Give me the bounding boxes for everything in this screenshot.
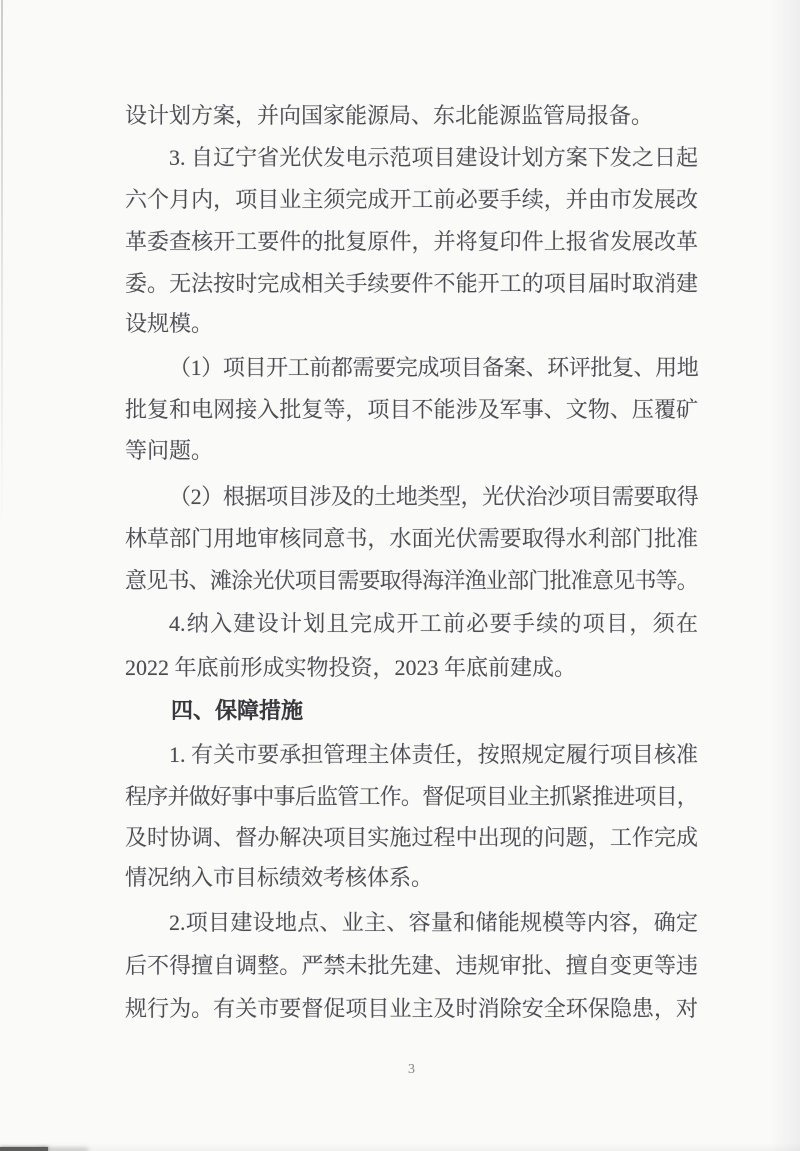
text-line: 革委查核开工要件的批复原件，并将复印件上报省发展改革 — [125, 229, 698, 254]
scan-edge-right-shadow — [770, 0, 800, 1151]
text-line: 后不得擅自调整。严禁未批先建、违规审批、擅自变更等违 — [125, 953, 698, 978]
text-line: 等问题。 — [125, 438, 214, 463]
text-line: 设计划方案，并向国家能源局、东北能源监管局报备。 — [125, 103, 654, 128]
text-line: 情况纳入市目标绩效考核体系。 — [125, 865, 434, 890]
text-line: 意见书、滩涂光伏项目需要取得海洋渔业部门批准意见书等。 — [125, 568, 698, 593]
text-line: 批复和电网接入批复等，项目不能涉及军事、文物、压覆矿 — [125, 397, 698, 422]
text-line: 3. 自辽宁省光伏发电示范项目建设计划方案下发之日起 — [169, 145, 698, 170]
text-line: 4.纳入建设计划且完成开工前必要手续的项目，须在 — [169, 611, 698, 636]
text-line: 设规模。 — [125, 311, 214, 336]
text-line: 及时协调、督办解决项目实施过程中出现的问题，工作完成 — [125, 825, 698, 850]
text-line: （2）根据项目涉及的土地类型，光伏治沙项目需要取得 — [169, 484, 698, 509]
text-line: （1）项目开工前都需要完成项目备案、环评批复、用地 — [169, 355, 698, 380]
text-line: 2.项目建设地点、业主、容量和储能规模等内容，确定 — [169, 910, 698, 935]
text-line: 林草部门用地审核同意书，水面光伏需要取得水利部门批准 — [125, 526, 698, 551]
scan-corner-mark — [0, 1147, 48, 1151]
text-line: 委。无法按时完成相关手续要件不能开工的项目届时取消建 — [125, 271, 698, 296]
text-line: 程序并做好事中事后监管工作。督促项目业主抓紧推进项目， — [125, 784, 698, 809]
text-line: 六个月内，项目业主须完成开工前必要手续，并由市发展改 — [125, 187, 698, 212]
scan-edge-bottom-shadow — [0, 1143, 800, 1151]
scan-edge-left-artifact — [1, 0, 3, 529]
text-line: 1. 有关市要承担管理主体责任，按照规定履行项目核准 — [169, 742, 698, 767]
text-line: 2022 年底前形成实物投资，2023 年底前建成。 — [125, 655, 577, 680]
section-heading: 四、保障措施 — [171, 698, 304, 723]
page-number: 3 — [408, 1062, 415, 1077]
text-line: 规行为。有关市要督促项目业主及时消除安全环保隐患，对 — [125, 996, 698, 1021]
